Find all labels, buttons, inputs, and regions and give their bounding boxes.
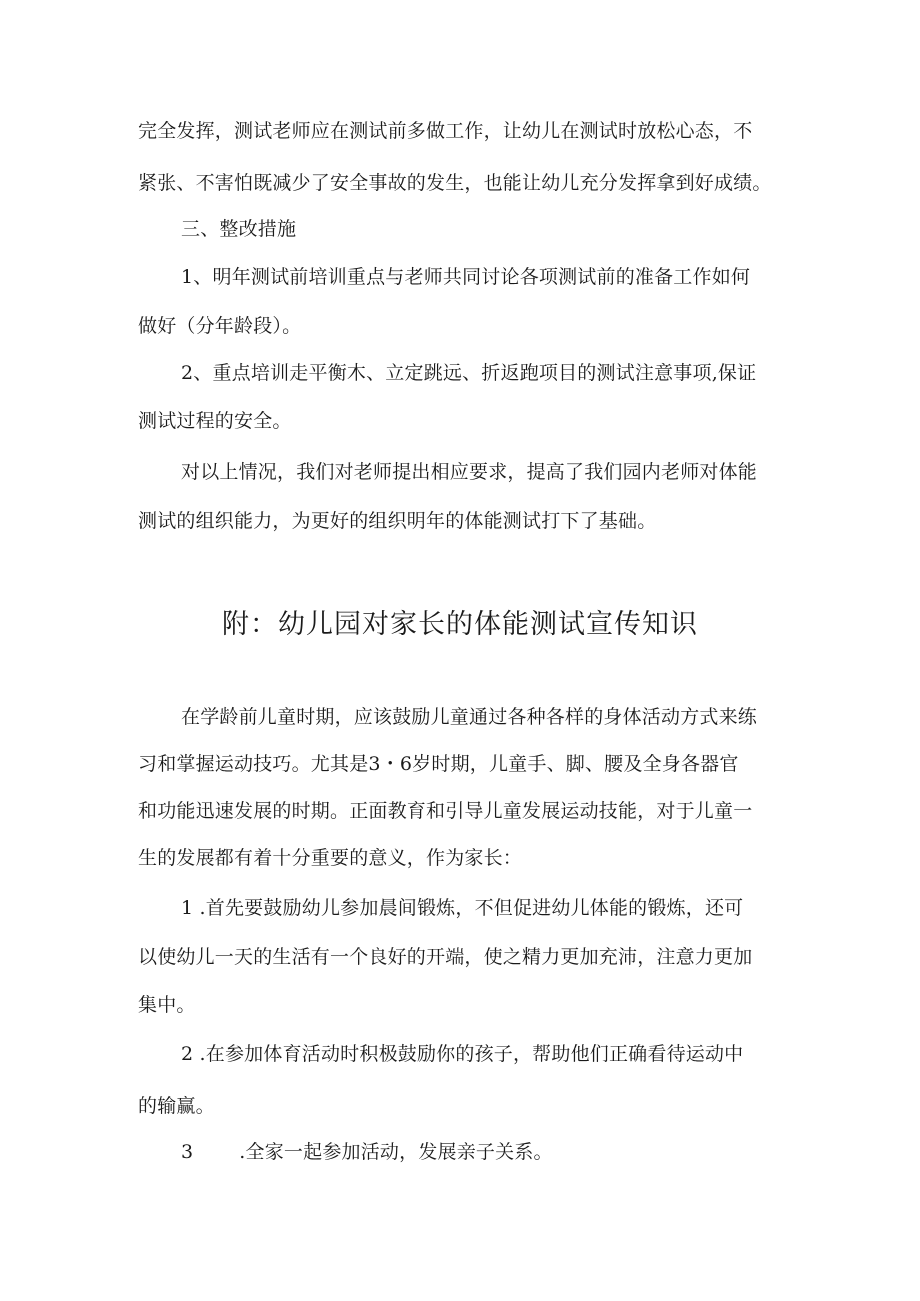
list-item-line: 2、重点培训走平衡木、立定跳远、折返跑项目的测试注意事项,保证	[181, 362, 757, 384]
list-item-line: 集中。	[138, 994, 196, 1016]
list-item-line	[181, 1140, 841, 1164]
paragraph-line: 测试的组织能力，为更好的组织明年的体能测试打下了基础。	[138, 510, 657, 532]
list-item-line: 的输赢。	[138, 1095, 215, 1117]
paragraph-line: 在学龄前儿童时期，应该鼓励儿童通过各种各样的身体活动方式来练	[181, 706, 758, 728]
list-item-line: 做好（分年龄段）。	[138, 315, 302, 337]
list-item-line: 以使幼儿一天的生活有一个良好的开端，使之精力更加充沛，注意力更加	[138, 946, 753, 968]
paragraph-line: 对以上情况，我们对老师提出相应要求，提高了我们园内老师对体能	[181, 461, 758, 483]
list-item-line: 2 .在参加体育活动时积极鼓励你的孩子，帮助他们正确看待运动中	[181, 1043, 744, 1065]
list-number: 3	[181, 1141, 194, 1163]
paragraph-line: 完全发挥，测试老师应在测试前多做工作，让幼儿在测试时放松心态，不	[138, 120, 753, 142]
list-item-line: 测试过程的安全。	[138, 410, 292, 432]
section-heading: 三、整改措施	[181, 218, 297, 240]
paragraph-line: 生的发展都有着十分重要的意义，作为家长：	[138, 847, 523, 869]
list-item-line: 1 .首先要鼓励幼儿参加晨间锻炼，不但促进幼儿体能的锻炼，还可	[181, 897, 744, 919]
appendix-title: 附：幼儿园对家长的体能测试宣传知识	[222, 609, 698, 640]
paragraph-line: 习和掌握运动技巧。尤其是3・6岁时期，儿童手、脚、腰及全身各器官	[138, 753, 739, 775]
list-item-text: .全家一起参加活动，发展亲子关系。	[239, 1141, 553, 1163]
list-item-line: 1、明年测试前培训重点与老师共同讨论各项测试前的准备工作如何	[181, 266, 751, 288]
paragraph-line: 紧张、不害怕既减少了安全事故的发生，也能让幼儿充分发挥拿到好成绩。	[138, 172, 772, 194]
paragraph-line: 和功能迅速发展的时期。正面教育和引导儿童发展运动技能，对于儿童一	[138, 800, 753, 822]
